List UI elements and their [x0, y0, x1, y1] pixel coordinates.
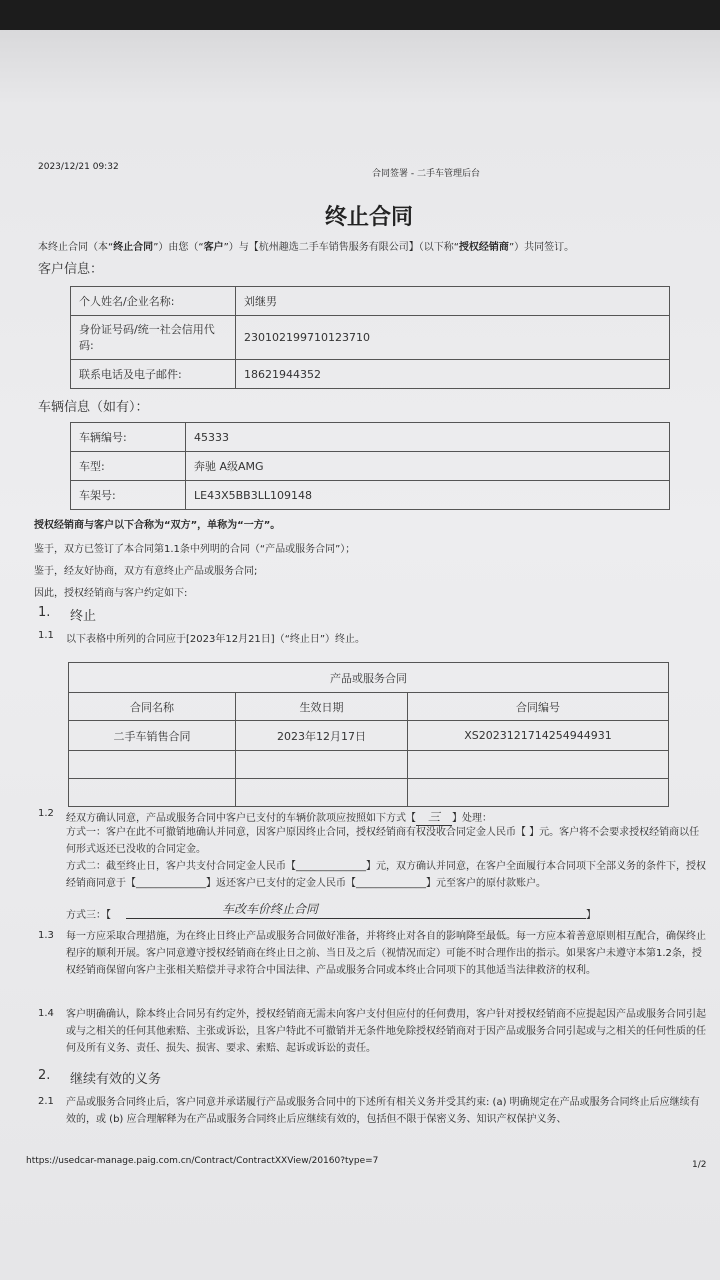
page-title: 终止合同 — [325, 205, 414, 230]
clause-2-1-number: 2.1 — [38, 1096, 54, 1107]
customer-value: 230102199710123710 — [236, 316, 670, 360]
clause-2-1-text: 产品或服务合同终止后，客户同意并承诺履行产品或服务合同中的下述所有相关义务并受其约束: (a) 明确规定在产品或服务合同终止后应继续有效的，或 (b) 应合理解释为在产品或服务合同终止后应继续有效的，包括但不限于保密义务、知识产权保护义务、 — [66, 1097, 700, 1125]
customer-label: 个人姓名/企业名称: — [71, 287, 236, 316]
section-2-title: 继续有效的义务 — [70, 1072, 162, 1087]
vehicle-value: 奔驰 A级AMG — [186, 452, 670, 481]
document-page — [0, 30, 720, 1280]
recital-parties: 授权经销商与客户以下合称为“双方”，单称为“一方”。 — [34, 520, 281, 531]
vehicle-row — [71, 452, 670, 481]
table-row — [69, 721, 669, 751]
vehicle-value: LE43X5BB3LL109148 — [186, 481, 670, 510]
clause-1-2-way-3-label: 方式三：【 — [66, 910, 111, 921]
clause-1-2-way-3-end: 】 — [586, 910, 596, 921]
column-header: 合同编号 — [408, 693, 669, 721]
vehicle-row — [71, 423, 670, 452]
customer-label: 身份证号码/统一社会信用代码: — [71, 316, 236, 360]
section-1-number: 1. — [38, 605, 51, 620]
customer-label: 联系电话及电子邮件: — [71, 360, 236, 389]
customer-row — [71, 287, 670, 316]
vehicle-value: 45333 — [186, 423, 670, 452]
table-cell — [69, 779, 236, 807]
print-timestamp: 2023/12/21 09:32 — [38, 162, 119, 172]
vehicle-table — [70, 422, 670, 510]
way-3-underline — [126, 918, 586, 919]
system-name: 合同签署 - 二手车管理后台 — [372, 169, 480, 179]
clause-1-4-number: 1.4 — [38, 1008, 54, 1019]
recital-whereas-2: 鉴于，经友好协商，双方有意终止产品或服务合同; — [34, 566, 258, 577]
customer-heading: 客户信息： — [38, 262, 104, 277]
table-cell: 二手车销售合同 — [69, 721, 236, 751]
customer-table — [70, 286, 670, 389]
clause-1-3-text: 每一方应采取合理措施，为在终止日终止产品或服务合同做好准备，并将终止对各自的影响降至最低。每一方应本着善意原则相互配合，确保终止程序的顺利开展。客户同意遵守授权经销商在终止日之前、当日及之后（视情况而定）可能不时合理作出的指示。如果客户未遵守本第1.2条，授权经销商保留向客户主张相关赔偿并寻求符合中国法律、产品或服务合同或本终止合同项下的其他适当法律救济的权利。 — [66, 931, 706, 976]
contract-table-caption: 产品或服务合同 — [69, 663, 669, 693]
table-cell: 2023年12月17日 — [236, 721, 408, 751]
handwritten-choice: 三 — [416, 808, 452, 826]
vehicle-label: 车型: — [71, 452, 186, 481]
customer-row — [71, 316, 670, 360]
vehicle-heading: 车辆信息（如有）： — [38, 400, 149, 415]
vehicle-label: 车辆编号: — [71, 423, 186, 452]
table-row — [69, 751, 669, 779]
contract-table-header-row — [69, 693, 669, 721]
clause-1-2-number: 1.2 — [38, 808, 54, 819]
clause-1-2-text: 经双方确认同意，产品或服务合同中客户已支付的车辆价款项应按照如下方式【 三 】处理： — [66, 810, 492, 824]
contract-table — [68, 662, 669, 807]
clause-1-1-number: 1.1 — [38, 630, 54, 641]
customer-row — [71, 360, 670, 389]
clause-1-1-text: 以下表格中所列的合同应于[2023年12月21日]（“终止日”）终止。 — [66, 634, 366, 645]
column-header: 生效日期 — [236, 693, 408, 721]
page-number: 1/2 — [692, 1160, 707, 1170]
table-cell — [408, 751, 669, 779]
table-cell: XS2023121714254944931 — [408, 721, 669, 751]
clause-1-2-way-2: 方式二：截至终止日，客户共支付合同定金人民币【______________】元，双方确认并同意，在客户全面履行本合同项下全部义务的条件下，授权经销商同意于【______________】返还客户已支付的定金人民币【______________】元至客户的原付款账户。 — [66, 861, 706, 889]
handwritten-way-3: 车改车价终止合同 — [222, 902, 319, 916]
section-2-number: 2. — [38, 1068, 51, 1083]
customer-value: 刘继男 — [236, 287, 670, 316]
table-cell — [236, 751, 408, 779]
contract-table-caption-row — [69, 663, 669, 693]
clause-1-2-way-1: 方式一：客户在此不可撤销地确认并同意，因客户原因终止合同，授权经销商有权没收合同定金人民币【 】元。客户将不会要求授权经销商以任何形式返还已没收的合同定金。 — [66, 827, 700, 855]
table-row — [69, 779, 669, 807]
table-cell — [408, 779, 669, 807]
clause-1-3-number: 1.3 — [38, 930, 54, 941]
table-cell — [236, 779, 408, 807]
recital-whereas-1: 鉴于，双方已签订了本合同第1.1条中列明的合同（“产品或服务合同”）； — [34, 544, 356, 555]
intro-paragraph: 本终止合同（本“终止合同”）由您（“客户”）与【杭州趣选二手车销售服务有限公司】（以下称“授权经销商”）共同签订。 — [38, 242, 575, 253]
table-cell — [69, 751, 236, 779]
column-header: 合同名称 — [69, 693, 236, 721]
section-1-title: 终止 — [70, 609, 97, 624]
footer-url: https://usedcar-manage.paig.com.cn/Contract/ContractXXView/20160?type=7 — [26, 1156, 379, 1166]
recital-therefore: 因此，授权经销商与客户约定如下: — [34, 588, 188, 599]
clause-1-4-text: 客户明确确认，除本终止合同另有约定外，授权经销商无需未向客户支付但应付的任何费用，客户针对授权经销商不应提起因产品或服务合同引起或与之相关的任何其他索赔、主张或诉讼，且客户特此不可撤销并无条件地免除授权经销商对于因产品或服务合同引起或与之相关的任何性质的任何及所有义务、责任、损失、损害、要求、索赔、起诉或诉讼的责任。 — [66, 1009, 706, 1054]
customer-value: 18621944352 — [236, 360, 670, 389]
vehicle-label: 车架号: — [71, 481, 186, 510]
vehicle-row — [71, 481, 670, 510]
